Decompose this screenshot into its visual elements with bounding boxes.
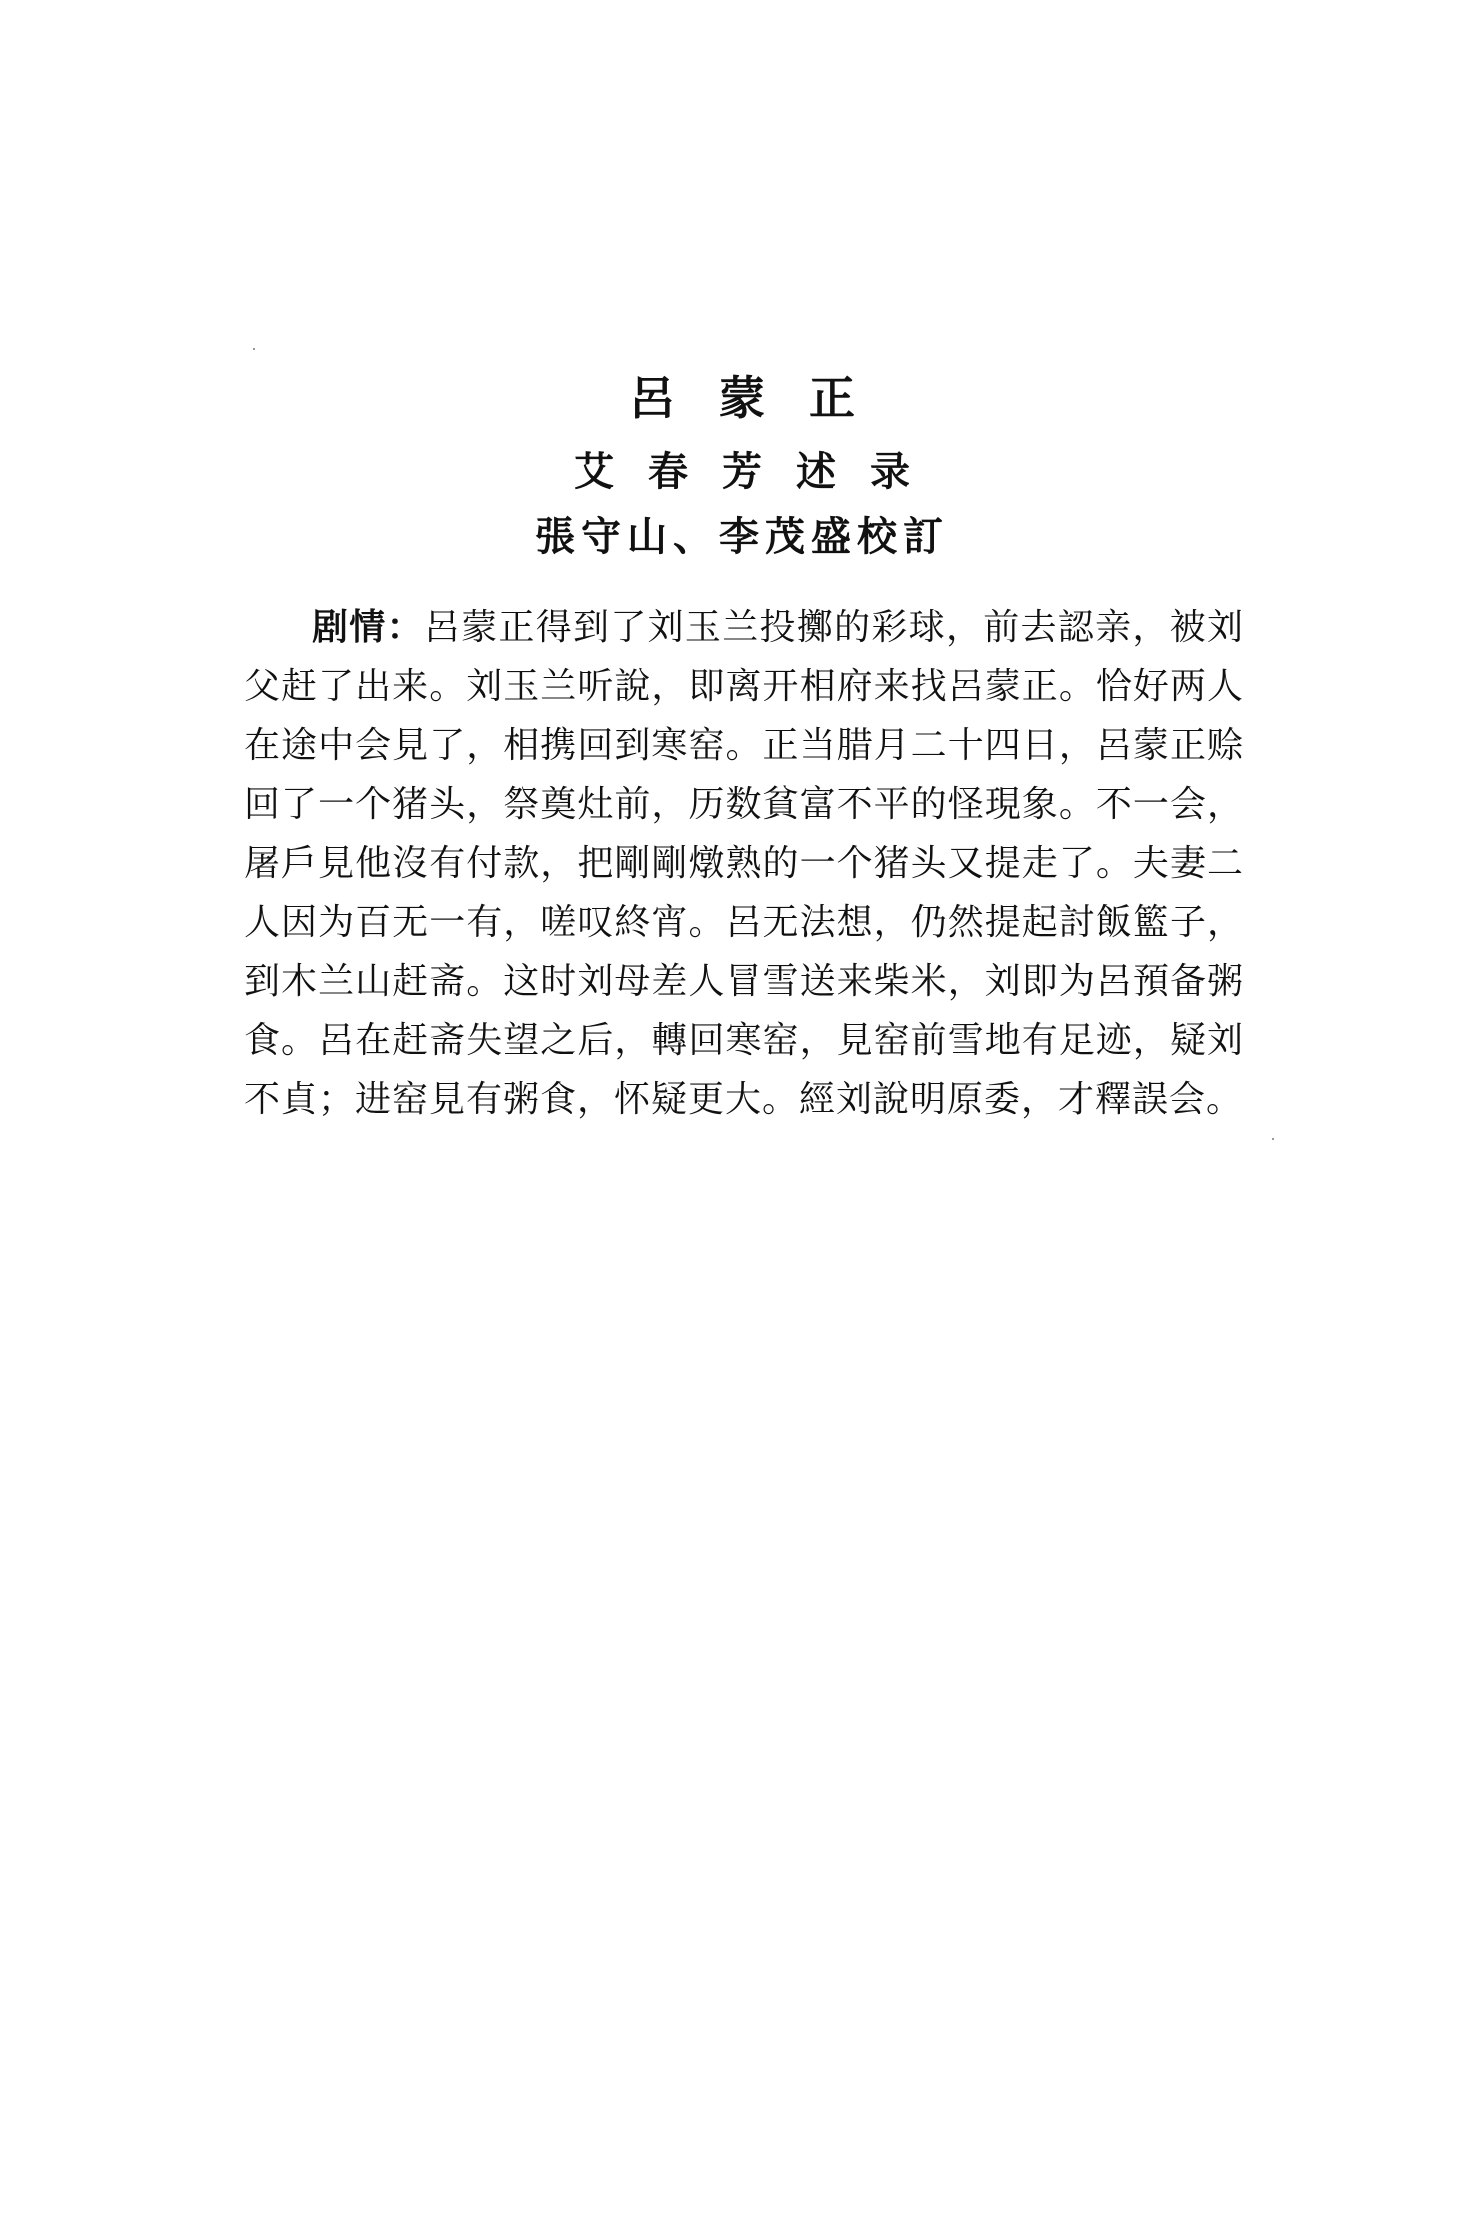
synopsis-paragraph bbox=[244, 598, 1244, 1129]
play-title: 呂蒙正 bbox=[629, 371, 899, 425]
scan-speck bbox=[253, 348, 255, 350]
synopsis-label: 剧情： bbox=[312, 606, 424, 648]
editors-credit: 張守山、李茂盛校訂 bbox=[535, 514, 949, 560]
synopsis-text: 呂蒙正得到了刘玉兰投擲的彩球，前去認亲，被刘父赶了出来。刘玉兰听說，即离开相府来找呂蒙正。恰好两人在途中会見了，相携回到寒窑。正当腊月二十四日，呂蒙正赊回了一个猪头，祭奠灶前，历数貧富不平的怪現象。不一会，屠戶見他沒有付款，把剛剛燉熟的一个猪头又提走了。夫妻二人因为百无一有，嗟叹終宵。呂无法想，仍然提起討飯籃子，到木兰山赶斋。这时刘母差人冒雪送来柴米，刘即为呂預备粥食。呂在赶斋失望之后，轉回寒窑，見窑前雪地有足迹，疑刘不貞；进窑見有粥食，怀疑更大。經刘說明原委，才釋誤会。 bbox=[244, 607, 1244, 1120]
narrator-credit: 艾春芳述录 bbox=[574, 449, 944, 495]
scan-speck bbox=[1272, 1138, 1274, 1140]
